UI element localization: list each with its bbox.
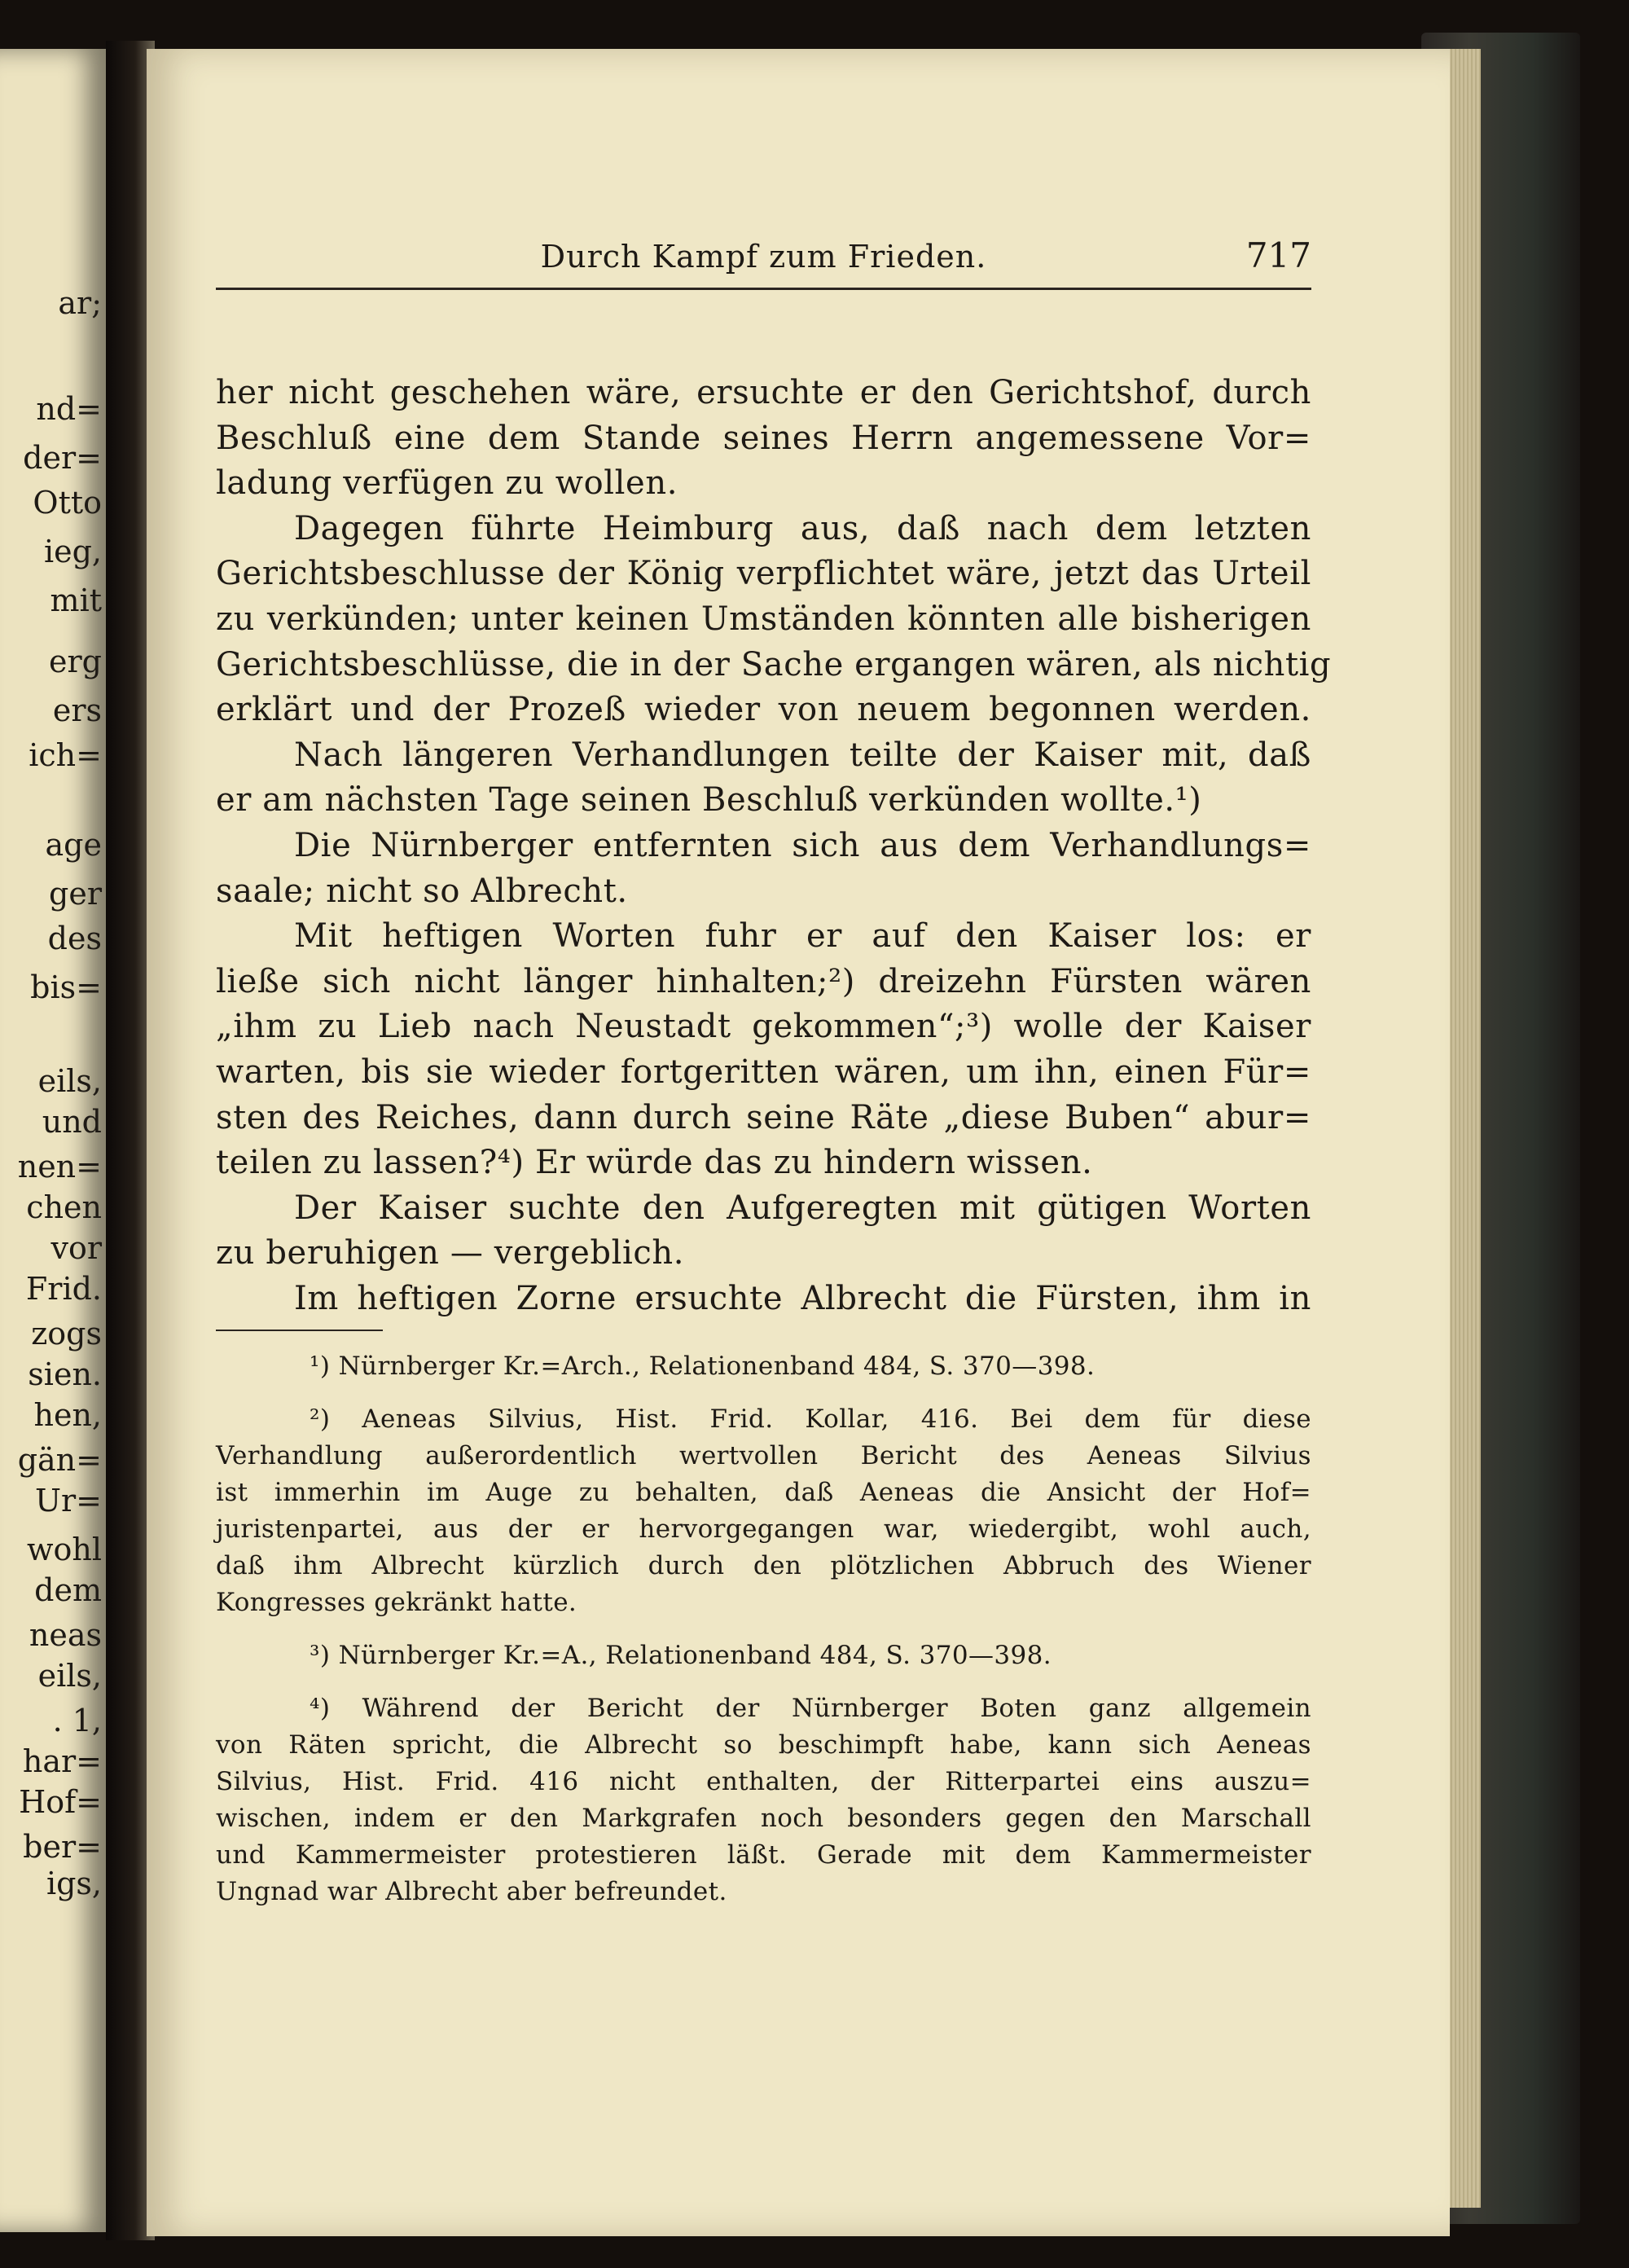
text-line: erklärt und der Prozeß wieder von neuem begonnen werden. [216,691,1311,729]
footnote-line: ²) Aeneas Silvius, Hist. Frid. Kollar, 416. Bei dem für diese [310,1404,1311,1434]
running-title: Durch Kampf zum Frieden. [540,239,987,275]
footnote [216,1401,1311,1621]
body-text [216,371,1332,1321]
footnote-line: ist immerhin im Auge zu behalten, daß Aeneas die Ansicht der Hof= [216,1478,1311,1507]
footnote-line: Ungnad war Albrecht aber befreundet. [216,1877,727,1906]
footnote [216,1637,1311,1674]
footnotes [216,1348,1311,1910]
text-line: Gerichtsbeschlüsse, die in der Sache ergangen wären, als nichtig [216,645,1332,683]
footnote-line: ⁴) Während der Bericht der Nürnberger Boten ganz allgemein [310,1694,1311,1723]
previous-page-text-fragment: nd= [36,391,102,427]
footnote-gap [216,1621,1311,1637]
text-line: her nicht geschehen wäre, ersuchte er den Gerichtshof, durch [216,374,1311,411]
previous-page-text-fragment: Hof= [19,1784,102,1820]
previous-page-text-fragment: har= [22,1743,102,1779]
text-line: „ihm zu Lieb nach Neustadt gekommen“;³) wolle der Kaiser [216,1008,1311,1046]
text-line: ließe sich nicht länger hinhalten;²) dreizehn Fürsten wären [216,962,1311,1000]
text-line: Im heftigen Zorne ersuchte Albrecht die Fürsten, ihm in [294,1279,1311,1317]
footnote-separator [216,1330,383,1331]
previous-page-text-fragment: gän= [17,1442,102,1478]
footnote-line: ¹) Nürnberger Kr.=Arch., Relationenband 484, S. 370—398. [310,1352,1096,1381]
previous-page-text-fragment: nen= [17,1149,102,1185]
previous-page-text-fragment: der= [23,440,102,476]
footnote-line: und Kammermeister protestieren läßt. Gerade mit dem Kammermeister [216,1840,1311,1870]
previous-page-text-fragment: igs, [46,1866,102,1901]
footnote-line: von Räten spricht, die Albrecht so beschimpft habe, kann sich Aeneas [216,1730,1311,1760]
previous-page-text-fragment: ieg, [43,534,102,569]
previous-page-text-fragment: mit [50,582,102,618]
previous-page-text-fragment: ar; [58,285,102,321]
previous-page-text-fragment: hen, [33,1397,102,1433]
text-line: zu verkünden; unter keinen Umständen könnten alle bisherigen [216,600,1311,638]
text-line: sten des Reiches, dann durch seine Räte „diese Buben“ abur= [216,1098,1311,1136]
previous-page-text-fragment: sien. [28,1356,102,1392]
text-line: Beschluß eine dem Stande seines Herrn angemessene Vor= [216,419,1311,457]
text-line: Dagegen führte Heimburg aus, daß nach dem letzten [294,509,1311,547]
book-page [147,49,1450,2236]
footnote-gap [216,1674,1311,1690]
previous-page-text-fragment: Ur= [34,1483,102,1519]
footnote-line: daß ihm Albrecht kürzlich durch den plötzlichen Abbruch des Wiener [216,1551,1311,1580]
text-line: Gerichtsbeschlusse der König verpflichtet wäre, jetzt das Urteil [216,555,1311,593]
previous-page-text-fragment: und [42,1104,102,1140]
text-line: ladung verfügen zu wollen. [216,464,678,503]
previous-page-text-fragment: eils, [37,1658,102,1694]
page-number: 717 [1245,235,1311,275]
text-line: saale; nicht so Albrecht. [216,872,628,910]
previous-page-text-fragment: chen [26,1189,102,1225]
previous-page-text-fragment: Frid. [25,1271,102,1307]
previous-page-text-fragment: zogs [31,1316,102,1352]
previous-page-text-fragment: bis= [30,969,102,1005]
previous-page-text-fragment: vor [50,1230,102,1266]
previous-page-text-fragment: eils, [37,1063,102,1099]
previous-page-text-fragment: ger [49,876,102,912]
footnote-line: Kongresses gekränkt hatte. [216,1588,577,1617]
previous-page-text-fragment: wohl [26,1532,102,1567]
text-line: Nach längeren Verhandlungen teilte der Kaiser mit, daß [294,736,1311,774]
text-line: teilen zu lassen?⁴) Er würde das zu hindern wissen. [216,1144,1093,1182]
text-line: er am nächsten Tage seinen Beschluß verkünden wollte.¹) [216,781,1202,820]
previous-page-text-fragment: age [45,827,102,863]
previous-page-text-fragment: erg [49,644,102,679]
footnote-gap [216,1385,1311,1401]
previous-page-text-fragment: neas [29,1617,102,1653]
previous-page-text-fragment: dem [34,1572,102,1608]
previous-page-text-fragment: ber= [23,1829,102,1865]
previous-page-text-fragment: . 1, [52,1703,102,1738]
text-line: Mit heftigen Worten fuhr er auf den Kaiser los: er [294,917,1311,956]
text-line: zu beruhigen — vergeblich. [216,1234,685,1272]
previous-page-text-fragment: ich= [29,737,102,773]
previous-page-fragment [0,49,110,2232]
footnote [216,1690,1311,1910]
text-line: Der Kaiser suchte den Aufgeregten mit gütigen Worten [294,1189,1311,1227]
page-header [216,232,1311,290]
footnote-line: Verhandlung außerordentlich wertvollen Bericht des Aeneas Silvius [216,1441,1311,1470]
text-line: warten, bis sie wieder fortgeritten wären, um ihn, einen Für= [216,1053,1311,1091]
previous-page-text-fragment: ers [52,692,102,728]
footnote-line: wischen, indem er den Markgrafen noch besonders gegen den Marschall [216,1804,1311,1833]
footnote-line: ³) Nürnberger Kr.=A., Relationenband 484, S. 370—398. [310,1641,1052,1670]
footnote [216,1348,1311,1385]
footnote-line: Silvius, Hist. Frid. 416 nicht enthalten, der Ritterpartei eins auszu= [216,1767,1311,1796]
footnote-line: juristenpartei, aus der er hervorgegangen war, wiedergibt, wohl auch, [216,1514,1311,1544]
previous-page-text-fragment: des [47,921,102,956]
previous-page-text-fragment: Otto [33,485,102,521]
text-line: Die Nürnberger entfernten sich aus dem Verhandlungs= [294,826,1311,864]
